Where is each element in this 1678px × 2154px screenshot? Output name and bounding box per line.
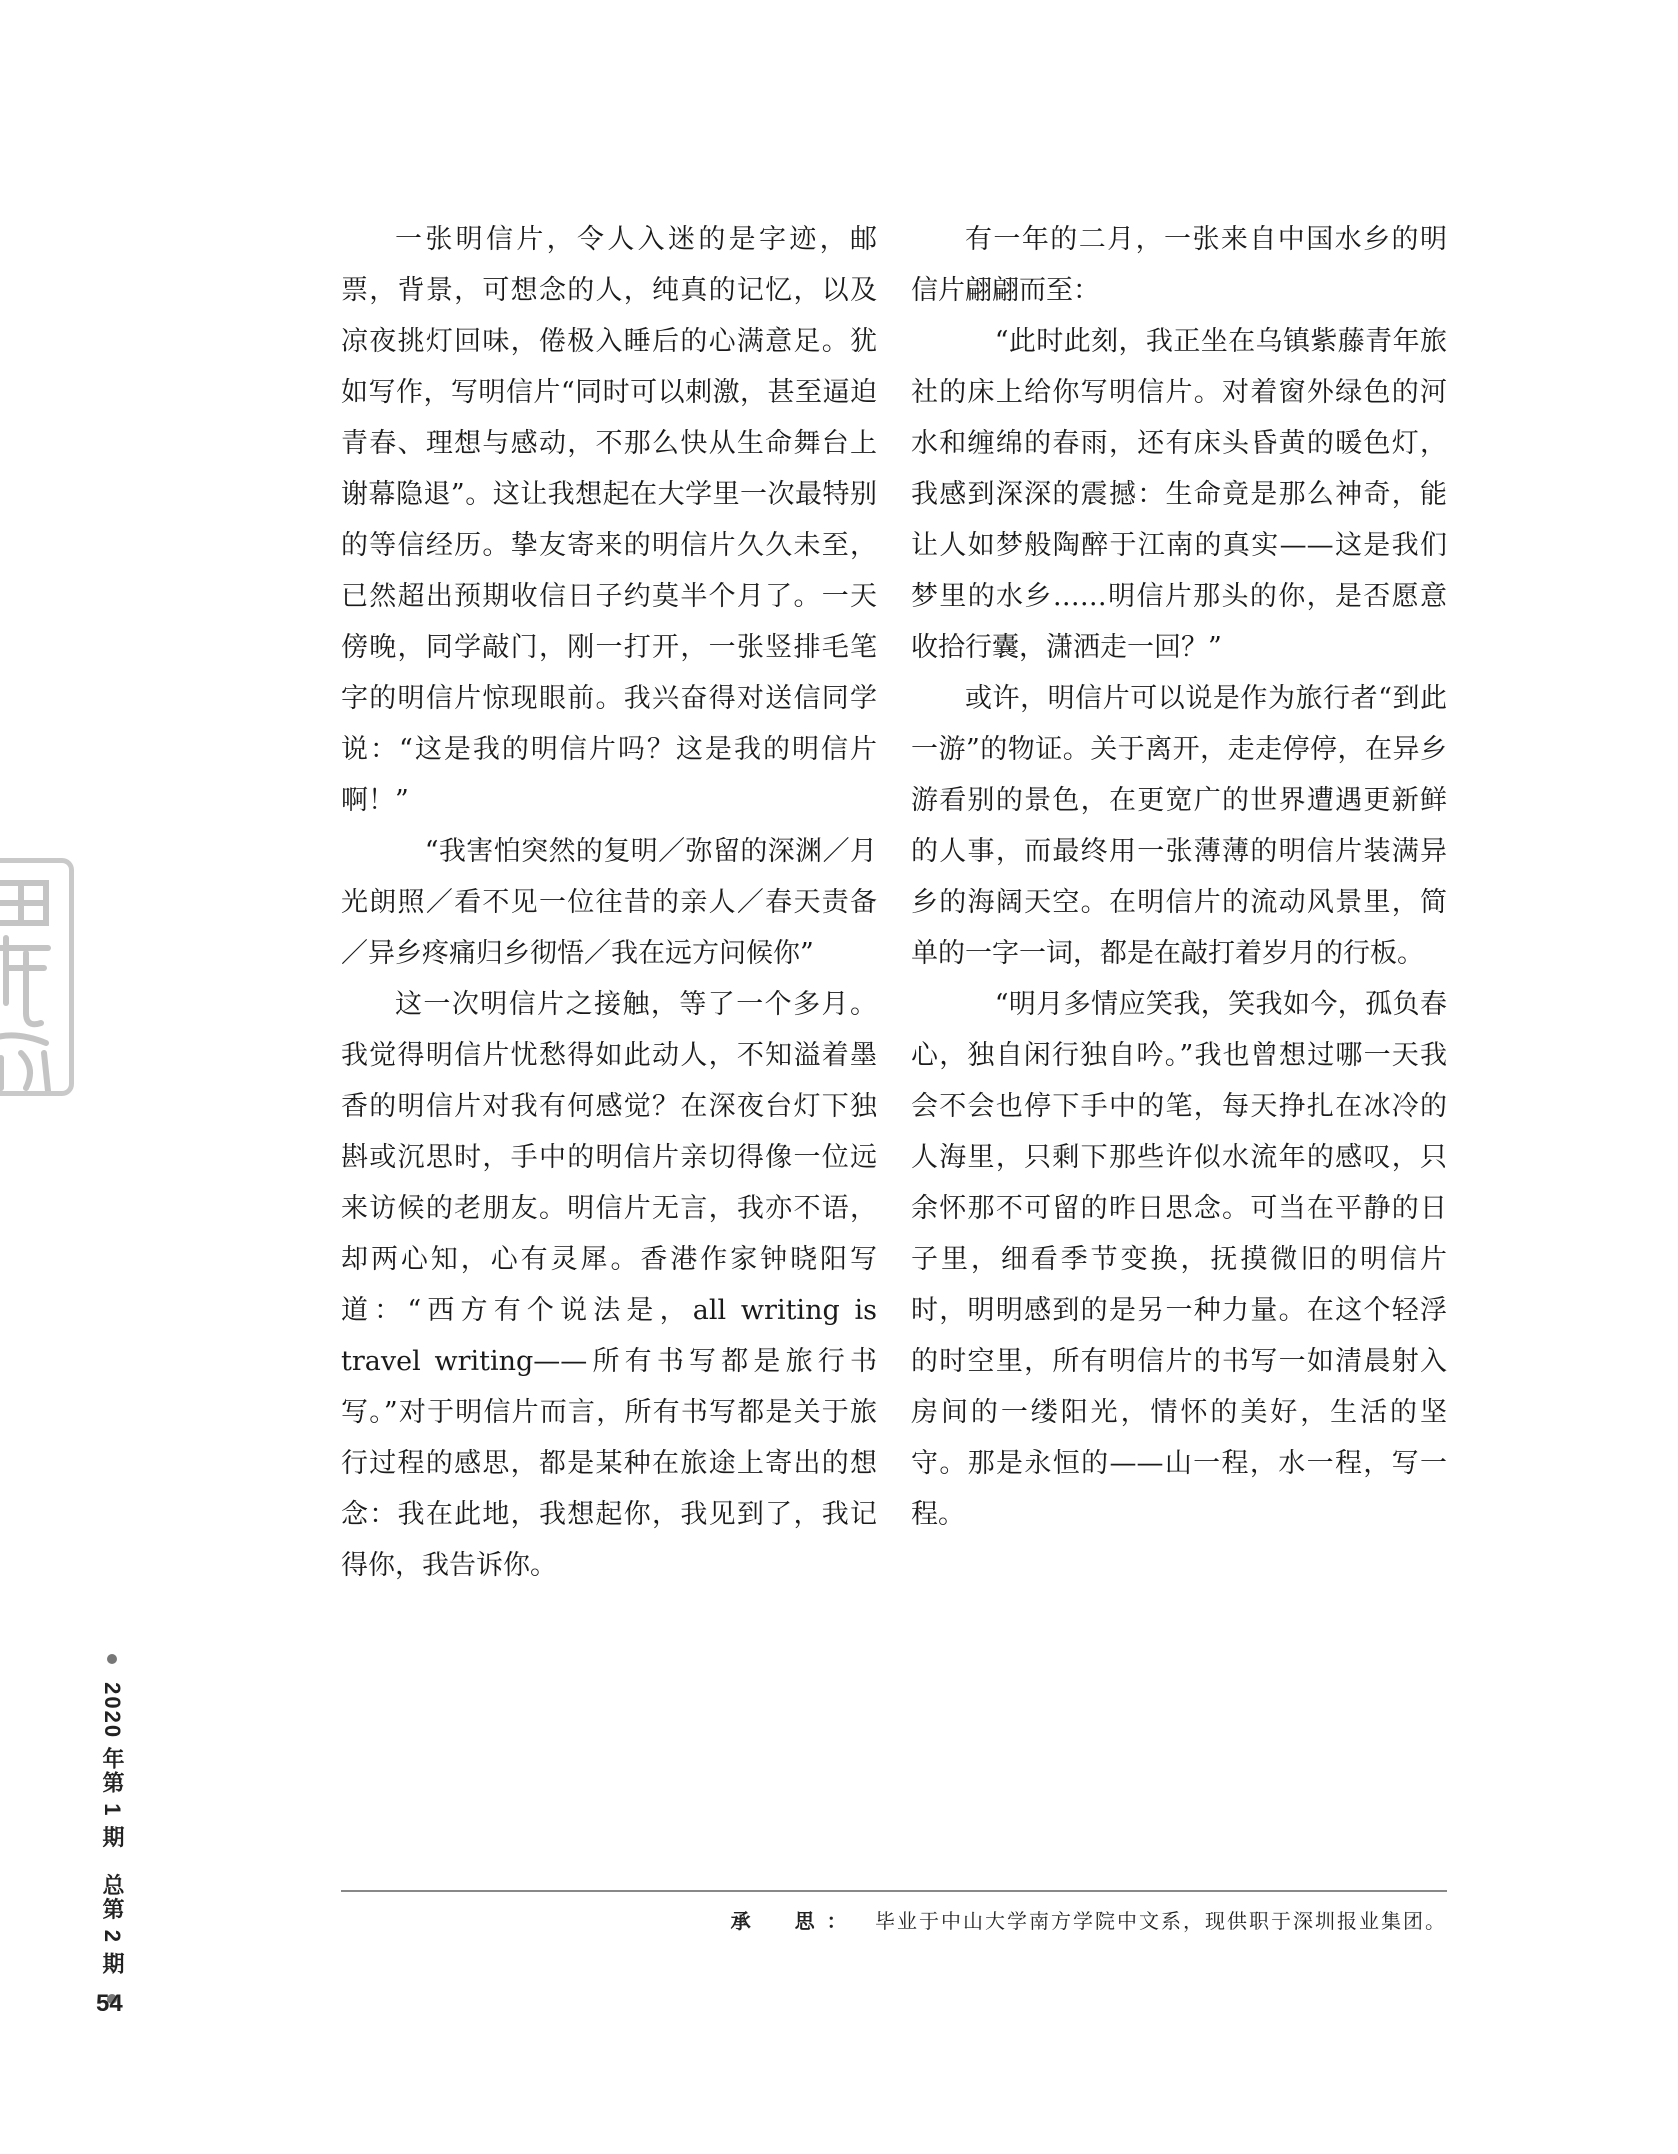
footer-divider	[341, 1890, 1447, 1892]
paragraph: 或许，明信片可以说是作为旅行者“到此一游”的物证。关于离开，走走停停，在异乡游看别的景色，在更宽广的世界遭遇更新鲜的人事，而最终用一张薄薄的明信片装满异乡的海阔天空。在明信片的流动风景里，简单的一字一词，都是在敲打着岁月的行板。	[911, 683, 1447, 969]
seal-stamp-icon	[0, 858, 74, 1096]
article-column-right	[911, 214, 1447, 1540]
issue-label: 2020 年第 1 期 总第 2 期	[100, 1682, 125, 1977]
author-name: 承 思：	[730, 1909, 859, 1933]
article-column-left	[341, 214, 877, 1591]
paragraph: 一张明信片，令人入迷的是字迹，邮票，背景，可想念的人，纯真的记忆，以及凉夜挑灯回味，倦极入睡后的心满意足。犹如写作，写明信片“同时可以刺激，甚至逼迫青春、理想与感动，不那么快从生命舞台上谢幕隐退”。这让我想起在大学里一次最特别的等信经历。挚友寄来的明信片久久未至，已然超出预期收信日子约莫半个月了。一天傍晚，同学敲门，刚一打开，一张竖排毛笔字的明信片惊现眼前。我兴奋得对送信同学说：“这是我的明信片吗？这是我的明信片啊！”	[341, 224, 877, 816]
paragraph: 这一次明信片之接触，等了一个多月。我觉得明信片忧愁得如此动人，不知溢着墨香的明信片对我有何感觉？在深夜台灯下独斟或沉思时，手中的明信片亲切得像一位远来访候的老朋友。明信片无言，我亦不语，却两心知，心有灵犀。香港作家钟晓阳写道：“西方有个说法是，all writing is travel writing——所有书写都是旅行书写。”对于明信片而言，所有书写都是关于旅行过程的感思，都是某种在旅途上寄出的想念：我在此地，我想起你，我见到了，我记得你，我告诉你。	[341, 989, 877, 1581]
dot-bullet-icon	[107, 1654, 117, 1664]
page-number: 54	[96, 1990, 123, 2017]
paragraph-poem-quote: “明月多情应笑我，笑我如今，孤负春心，独自闲行独自吟。”我也曾想过哪一天我会不会也停下手中的笔，每天挣扎在冰冷的人海里，只剩下那些许似水流年的感叹，只余怀那不可留的昨日思念。可当在平静的日子里，细看季节变换，抚摸微旧的明信片时，明明感到的是另一种力量。在这个轻浮的时空里，所有明信片的书写一如清晨射入房间的一缕阳光，情怀的美好，生活的坚守。那是永恒的——山一程，水一程，写一程。	[911, 989, 1447, 1530]
author-bio	[341, 1905, 1447, 1934]
issue-marker	[92, 1644, 128, 2014]
paragraph-postcard-quote: “此时此刻，我正坐在乌镇紫藤青年旅社的床上给你写明信片。对着窗外绿色的河水和缠绵的春雨，还有床头昏黄的暖色灯，我感到深深的震撼：生命竟是那么神奇，能让人如梦般陶醉于江南的真实——这是我们梦里的水乡……明信片那头的你，是否愿意收拾行囊，潇洒走一回？”	[911, 326, 1447, 663]
paragraph-poem-quote: “我害怕突然的复明／弥留的深渊／月光朗照／看不见一位往昔的亲人／春天责备／异乡疼痛归乡彻悟／我在远方问候你”	[341, 836, 877, 969]
paragraph: 有一年的二月，一张来自中国水乡的明信片翩翩而至：	[911, 224, 1447, 306]
author-bio-text: 毕业于中山大学南方学院中文系，现供职于深圳报业集团。	[875, 1909, 1447, 1933]
